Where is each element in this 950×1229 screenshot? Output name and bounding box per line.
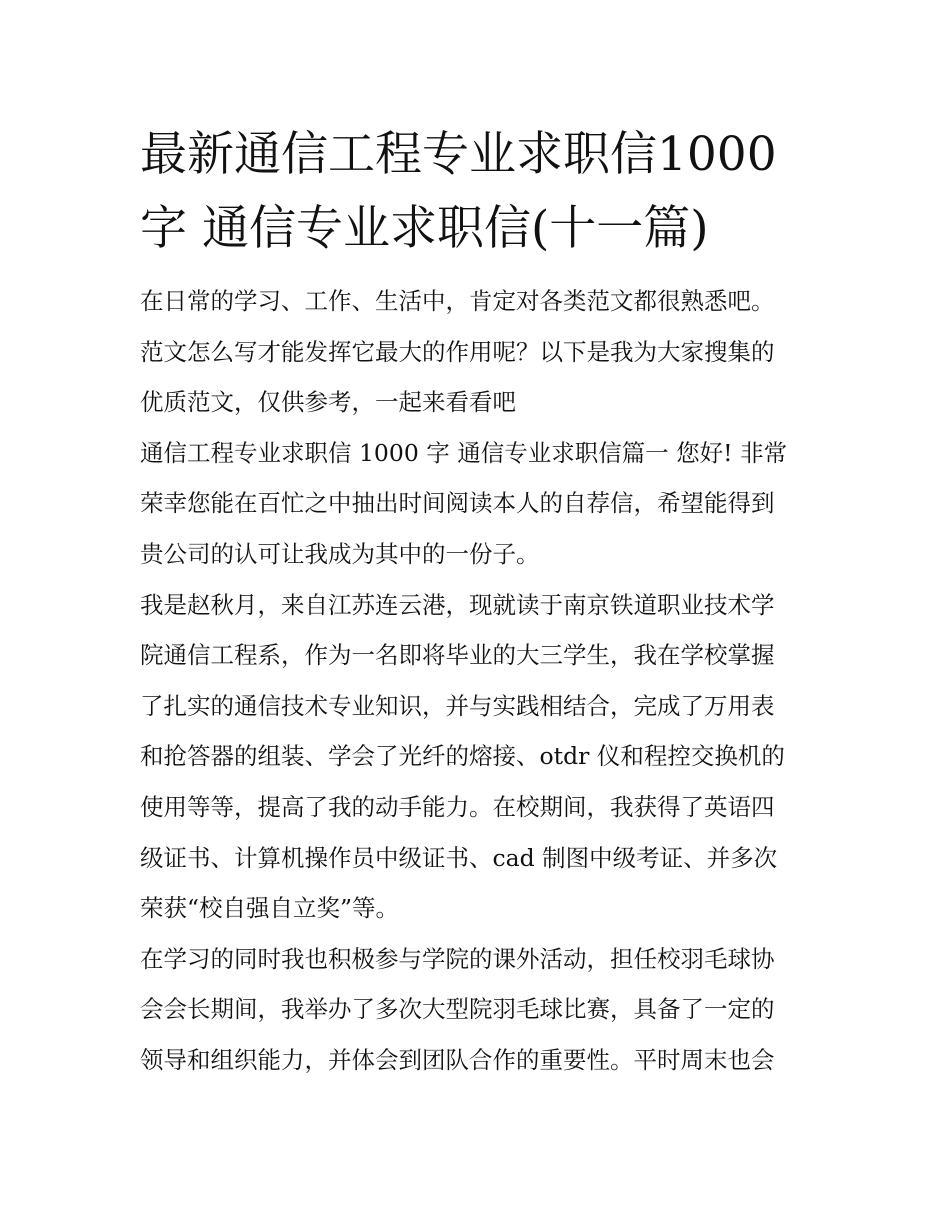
text-line: 使用等等，提高了我的动手能力。在校期间，我获得了英语四: [140, 792, 775, 821]
intro-paragraph: [140, 276, 812, 428]
text-line: 会会长期间，我举办了多次大型院羽毛球比赛，具备了一定的: [140, 995, 775, 1024]
text-line: 荣获“校自强自立奖”等。: [140, 894, 400, 923]
text-line: 范文怎么写才能发挥它最大的作用呢？以下是我为大家搜集的: [140, 337, 775, 366]
document-title: [140, 118, 812, 266]
text-line: 级证书、计算机操作员中级证书、cad 制图中级考证、并多次: [140, 843, 778, 872]
text-line: 领导和组织能力，并体会到团队合作的重要性。平时周末也会: [140, 1045, 775, 1074]
text-line: 在学习的同时我也积极参与学院的课外活动，担任校羽毛球协: [140, 944, 775, 973]
text-line: 通信工程专业求职信 1000 字 通信专业求职信篇一 您好! 非常: [140, 438, 788, 467]
greeting-paragraph: [140, 428, 812, 580]
document-page: [140, 118, 812, 1086]
text-line: 优质范文，仅供参考，一起来看看吧: [140, 388, 516, 417]
text-line: 贵公司的认可让我成为其中的一份子。: [140, 539, 540, 568]
text-line: 和抢答器的组装、学会了光纤的熔接、otdr 仪和程控交换机的: [140, 742, 785, 771]
title-line: 字 通信专业求职信(十一篇): [140, 201, 709, 256]
text-line: 荣幸您能在百忙之中抽出时间阅读本人的自荐信，希望能得到: [140, 489, 775, 518]
text-line: 我是赵秋月，来自江苏连云港，现就读于南京铁道职业技术学: [140, 590, 775, 619]
activities-paragraph: [140, 934, 812, 1086]
text-line: 院通信工程系，作为一名即将毕业的大三学生，我在学校掌握: [140, 641, 775, 670]
title-line: 最新通信工程专业求职信1000: [140, 127, 777, 182]
text-line: 了扎实的通信技术专业知识，并与实践相结合，完成了万用表: [140, 691, 775, 720]
background-paragraph: [140, 580, 812, 934]
text-line: 在日常的学习、工作、生活中，肯定对各类范文都很熟悉吧。: [140, 287, 775, 315]
